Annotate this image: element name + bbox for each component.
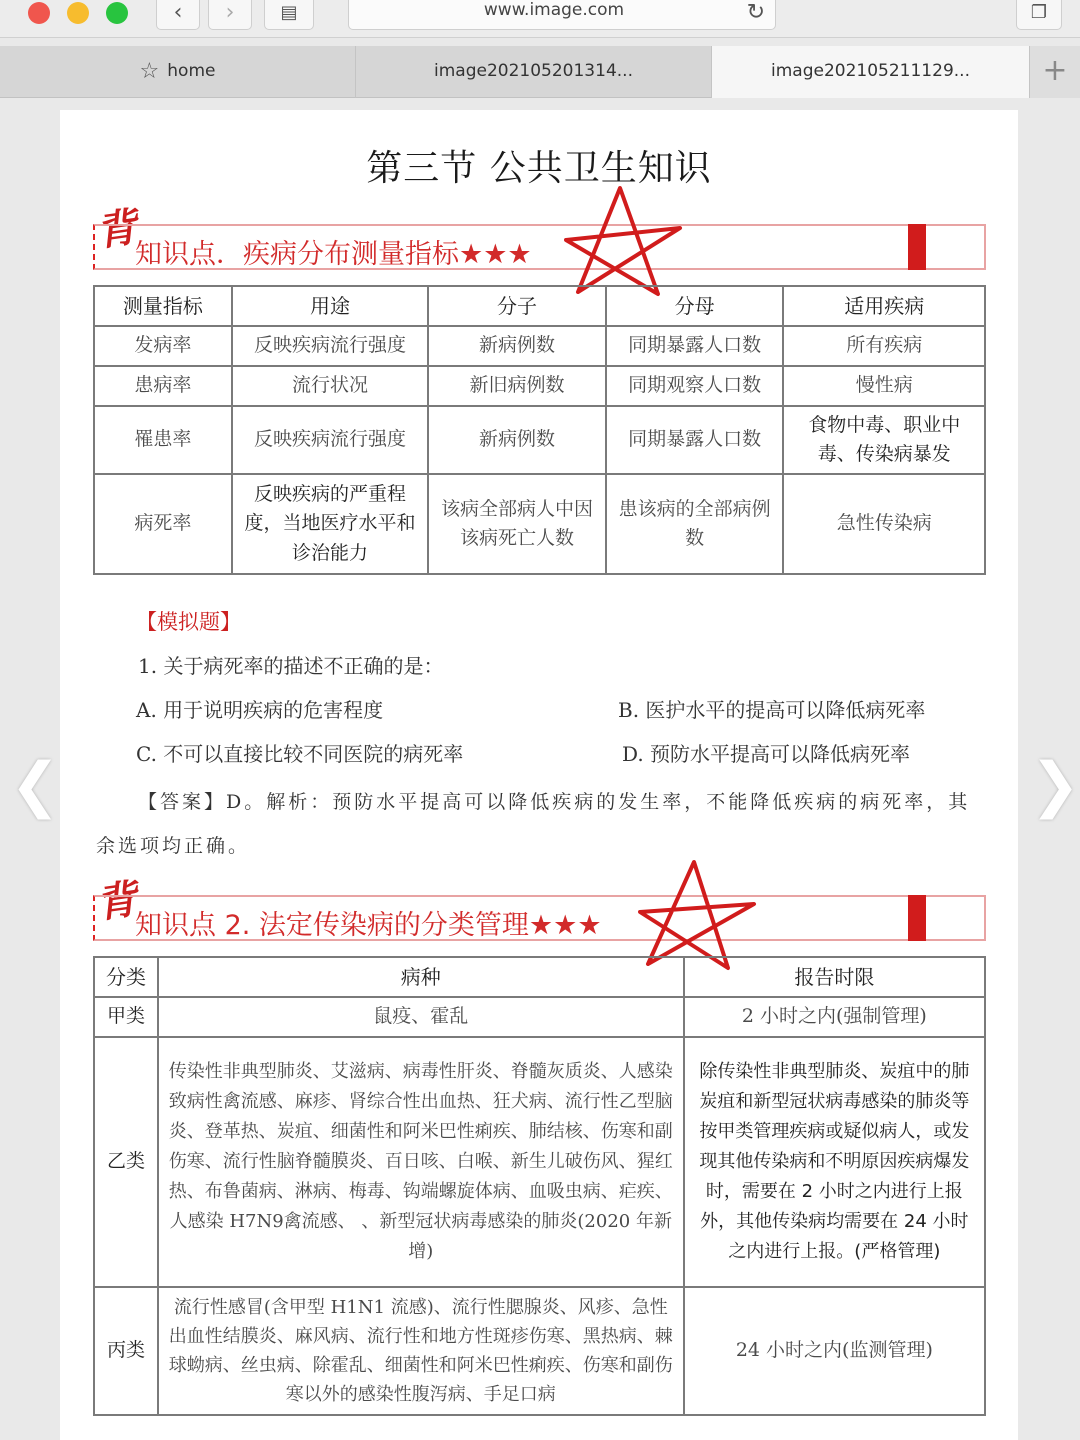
sidebar-button[interactable]: [264, 0, 314, 30]
tabs-overview-button[interactable]: [1016, 0, 1062, 30]
table-header-cell: 适用疾病: [783, 286, 985, 326]
chevron-left-icon: ❮: [10, 750, 61, 820]
table-cell: 罹患率: [94, 406, 232, 474]
minimize-window-button[interactable]: [67, 2, 89, 24]
address-bar[interactable]: [348, 0, 776, 30]
table-header-row: [94, 286, 985, 326]
table-cell: 反映疾病流行强度: [232, 406, 429, 474]
knowledge-point-1-title: 知识点．疾病分布测量指标★★★: [135, 239, 532, 270]
table-cell: 该病全部病人中因该病死亡人数: [428, 474, 606, 574]
browser-titlebar: [0, 0, 1080, 38]
table-cell: 患病率: [94, 366, 232, 406]
table-cell: 所有疾病: [783, 326, 985, 366]
table-cell: 病死率: [94, 474, 232, 574]
knowledge-point-2-header: [93, 895, 986, 941]
option-d: D. 预防水平提高可以降低病死率: [622, 742, 911, 766]
close-window-button[interactable]: [28, 2, 50, 24]
option-b: B. 医护水平的提高可以降低病死率: [618, 698, 926, 722]
table-header-cell: 用途: [232, 286, 429, 326]
maximize-window-button[interactable]: [106, 2, 128, 24]
table-cell: 同期暴露人口数: [606, 406, 784, 474]
page-title: 第三节 公共卫生知识: [366, 148, 712, 189]
table-cell: 慢性病: [783, 366, 985, 406]
chevron-left-icon: ‹: [173, 0, 183, 25]
tab-image-1-label: image202105201314...: [434, 61, 633, 81]
reload-icon[interactable]: ↻: [746, 0, 765, 25]
mock-question-label: 【模拟题】: [136, 610, 241, 634]
table-header-cell: 分母: [606, 286, 784, 326]
table-cell: 鼠疫、霍乱: [158, 997, 684, 1037]
table-cell: 24 小时之内(监测管理): [684, 1287, 985, 1415]
sidebar-icon: ▤: [280, 2, 298, 23]
option-c: C. 不可以直接比较不同医院的病死率: [136, 742, 464, 766]
handwritten-bei-mark-2: 背: [93, 876, 140, 928]
table-header-cell: 分子: [428, 286, 606, 326]
table-cell: 同期暴露人口数: [606, 326, 784, 366]
table-cell: 传染性非典型肺炎、艾滋病、病毒性肝炎、脊髓灰质炎、人感染致病性禽流感、麻疹、肾综合性出血热、狂犬病、流行性乙型脑炎、登革热、炭疽、细菌性和阿米巴性痢疾、肺结核、伤寒和副伤寒、流行性脑脊髓膜炎、百日咳、白喉、新生儿破伤风、猩红热、布鲁菌病、淋病、梅毒、钩端螺旋体病、血吸虫病、疟疾、人感染 H7N9禽流感、 、新型冠状病毒感染的肺炎(2020 年新增): [158, 1037, 684, 1287]
star-icon: ☆: [139, 59, 160, 84]
url-text: www.image.com: [483, 0, 625, 20]
table-cell: 丙类: [94, 1287, 158, 1415]
table-cell: 新病例数: [428, 406, 606, 474]
infectious-disease-table: [93, 956, 986, 1416]
knowledge-point-1-header: [93, 224, 986, 270]
table-row: [94, 366, 985, 406]
chevron-right-icon: ›: [225, 0, 235, 25]
table-cell: 患该病的全部病例数: [606, 474, 784, 574]
table-row: [94, 1287, 985, 1415]
table-cell: 甲类: [94, 997, 158, 1037]
table-row: [94, 474, 985, 574]
table-row: [94, 406, 985, 474]
knowledge-point-2-title: 知识点 2. 法定传染病的分类管理★★★: [135, 910, 602, 941]
red-marker-bar: [908, 895, 926, 941]
tab-image-2-label: image202105211129...: [771, 61, 970, 81]
tab-image-2-active[interactable]: [712, 46, 1030, 98]
handwritten-bei-mark-1: 背: [93, 204, 140, 256]
table-cell: 同期观察人口数: [606, 366, 784, 406]
table-header-cell: 测量指标: [94, 286, 232, 326]
table-header-row: [94, 957, 985, 997]
table-cell: 急性传染病: [783, 474, 985, 574]
measurement-table: [93, 285, 986, 575]
tab-image-1[interactable]: [356, 46, 712, 98]
next-image-button[interactable]: [1030, 750, 1080, 820]
table-cell: 食物中毒、职业中毒、传染病暴发: [783, 406, 985, 474]
forward-button[interactable]: [208, 0, 252, 30]
new-tab-button[interactable]: [1030, 46, 1080, 98]
question-text: 1. 关于病死率的描述不正确的是：: [138, 654, 444, 678]
table-cell: 新病例数: [428, 326, 606, 366]
answer-explanation: 【答案】D。解析：预防水平提高可以降低疾病的发生率，不能降低疾病的病死率，其余选项均正确。: [96, 791, 971, 857]
table-header-cell: 分类: [94, 957, 158, 997]
table-cell: 流行性感冒(含甲型 H1N1 流感)、流行性腮腺炎、风疹、急性出血性结膜炎、麻风病、流行性和地方性斑疹伤寒、黑热病、棘球蚴病、丝虫病、除霍乱、细菌性和阿米巴性痢疾、伤寒和副伤寒以外的感染性腹泻病、手足口病: [158, 1287, 684, 1415]
back-button[interactable]: [156, 0, 200, 30]
handwritten-star-icon: [560, 182, 690, 302]
tab-home[interactable]: [0, 46, 356, 98]
table-cell: 除传染性非典型肺炎、炭疽中的肺炭疽和新型冠状病毒感染的肺炎等按甲类管理疾病或疑似病人，或发现其他传染病和不明原因疾病爆发时，需要在 2 小时之内进行上报外，其他传染病均需要在 24 小时之内进行上报。(严格管理): [684, 1037, 985, 1287]
document-page: [60, 110, 1018, 1440]
table-cell: 反映疾病的严重程度，当地医疗水平和诊治能力: [232, 474, 429, 574]
table-header-cell: 报告时限: [684, 957, 985, 997]
chevron-right-icon: ❯: [1030, 750, 1080, 820]
tab-bar: [0, 46, 1080, 98]
tab-home-label: home: [167, 61, 216, 81]
table-header-cell: 病种: [158, 957, 684, 997]
table-row: [94, 1037, 985, 1287]
table-cell: 反映疾病流行强度: [232, 326, 429, 366]
plus-icon: +: [1042, 53, 1068, 88]
table-row: [94, 997, 985, 1037]
tabs-overview-icon: ❐: [1030, 2, 1048, 23]
red-marker-bar: [908, 224, 926, 270]
table-cell: 乙类: [94, 1037, 158, 1287]
previous-image-button[interactable]: [10, 750, 60, 820]
table-cell: 流行状况: [232, 366, 429, 406]
table-cell: 新旧病例数: [428, 366, 606, 406]
table-cell: 发病率: [94, 326, 232, 366]
table-row: [94, 326, 985, 366]
option-a: A. 用于说明疾病的危害程度: [136, 698, 384, 722]
table-cell: 2 小时之内(强制管理): [684, 997, 985, 1037]
